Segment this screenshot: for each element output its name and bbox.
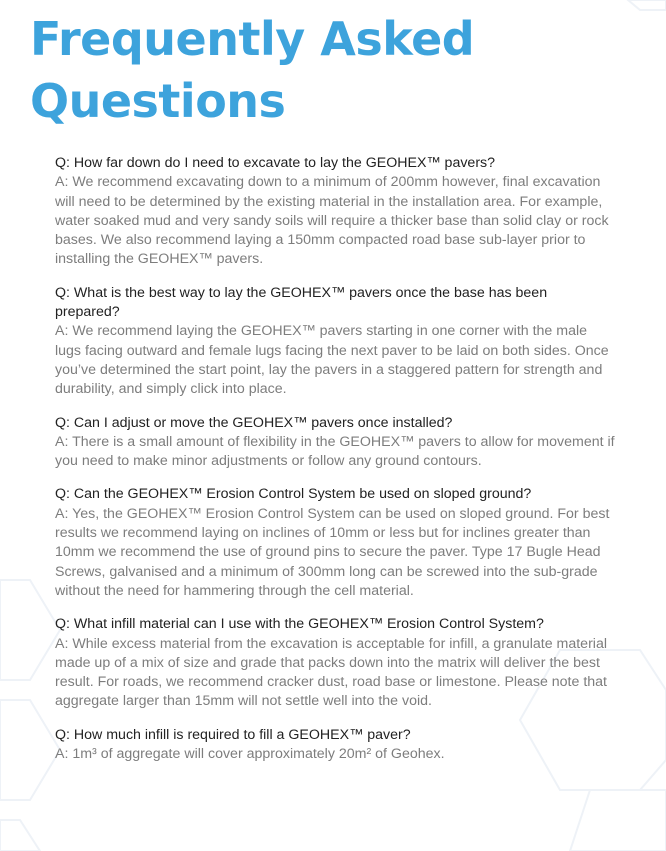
faq-answer: A: While excess material from the excavation is acceptable for infill, a granulate material made up of a mix of size and grade that packs down into the matrix will deliver the best result. For roads, we recommend cracker dust, road base or limestone. Please note that aggregate larger than 15mm will not settle well into the void.: [55, 635, 607, 710]
faq-item: [55, 284, 615, 400]
faq-question: Q: What infill material can I use with the GEOHEX™ Erosion Control System?: [55, 616, 544, 633]
faq-answer: A: We recommend excavating down to a minimum of 200mm however, final excavation will need to be determined by the existing material in the installation area. For example, water soaked mud and very sandy soils will require a thicker base than solid clay or rock bases. We also recommend laying a 150mm compacted road base sub-layer prior to installing the GEOHEX™ pavers.: [55, 174, 609, 268]
faq-item: [55, 726, 615, 765]
page-title: Frequently Asked Questions: [30, 12, 475, 128]
hexagon-outline: [0, 700, 60, 800]
faq-answer: A: Yes, the GEOHEX™ Erosion Control System can be used on sloped ground. For best results we recommend laying on inclines of 10mm or less but for inclines greater than 10mm we recommend the use of ground pins to secure the paver. Type 17 Bugle Head Screws, galvanised and a minimum of 300mm long can be screwed into the sub-grade without the need for hammering through the cell material.: [55, 505, 610, 599]
faq-question: Q: Can I adjust or move the GEOHEX™ pavers once installed?: [55, 414, 453, 431]
hexagon-outline: [628, 0, 666, 10]
hexagon-outline: [0, 580, 60, 680]
faq-answer: A: 1m³ of aggregate will cover approximately 20m² of Geohex.: [55, 746, 445, 763]
faq-question: Q: How far down do I need to excavate to lay the GEOHEX™ pavers?: [55, 155, 496, 171]
faq-question: Q: Can the GEOHEX™ Erosion Control System be used on sloped ground?: [55, 486, 532, 503]
faq-item: [55, 615, 615, 711]
faq-list: [55, 154, 615, 778]
faq-question: Q: How much infill is required to fill a GEOHEX™ paver?: [55, 726, 411, 743]
faq-item: [55, 154, 615, 270]
faq-answer: A: We recommend laying the GEOHEX™ pavers starting in one corner with the male lugs facing outward and female lugs facing the next paver to be laid on both sides. Once you’ve determined the start point, lay the pavers in a staggered pattern for strength and durability, and simply click into place.: [55, 323, 609, 398]
faq-item: [55, 414, 615, 472]
faq-question: Q: What is the best way to lay the GEOHEX™ pavers once the base has been prepared?: [55, 284, 548, 321]
hexagon-outline: [570, 790, 666, 851]
faq-answer: A: There is a small amount of flexibility in the GEOHEX™ pavers to allow for movement if you need to make minor adjustments or follow any ground contours.: [55, 433, 615, 470]
faq-item: [55, 485, 615, 601]
hexagon-outline: [0, 820, 40, 851]
